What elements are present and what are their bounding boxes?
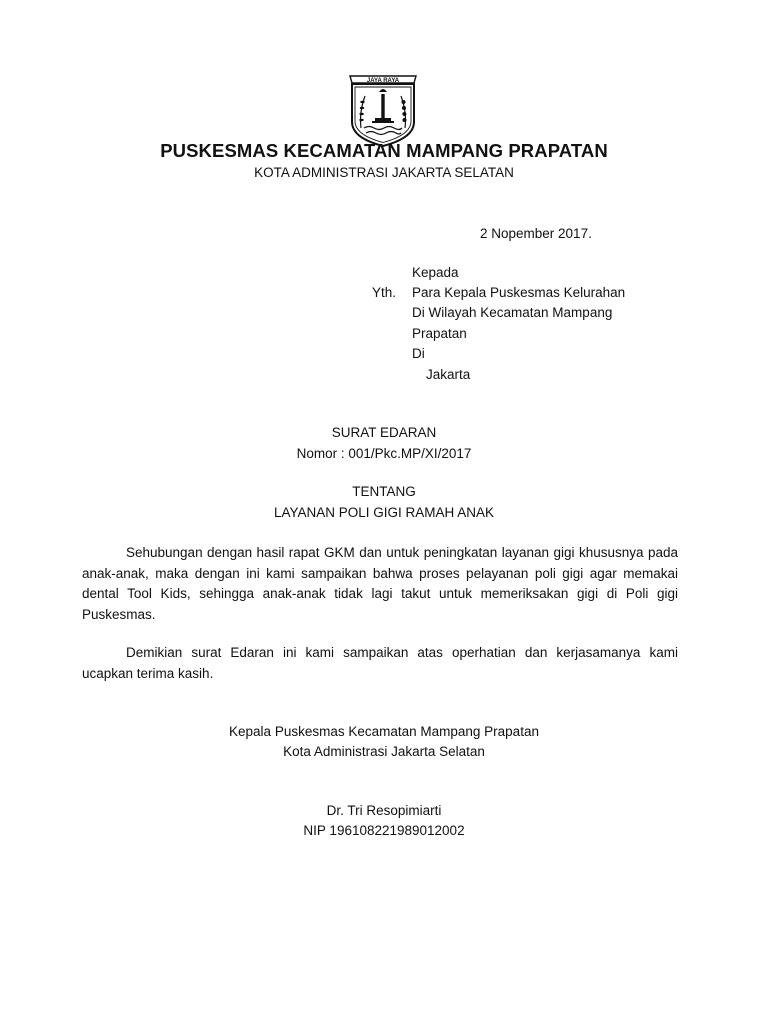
letter-date: 2 Nopember 2017. <box>480 226 592 241</box>
recipient-line: Jakarta <box>426 367 471 382</box>
signature-office: Kota Administrasi Jakarta Selatan <box>283 744 485 759</box>
body-paragraph: Demikian surat Edaran ini kami sampaikan atas operhatian dan kerjasamanya kami ucapkan terima kasih. <box>82 645 678 681</box>
recipient-yth: Yth. <box>372 285 397 300</box>
recipient-kepada: Kepada <box>412 265 459 280</box>
letter-number: Nomor : 001/Pkc.MP/XI/2017 <box>296 446 472 461</box>
page-title: PUSKESMAS KECAMATAN MAMPANG PRAPATAN <box>160 140 608 161</box>
signature-name: Dr. Tri Resopimiarti <box>326 803 442 818</box>
signature-nip: NIP 196108221989012002 <box>303 823 465 838</box>
emblem-motto: JAYA RAYA <box>366 77 400 84</box>
recipient-line: Di <box>412 346 425 361</box>
jakarta-emblem-icon <box>344 70 422 148</box>
page-subtitle: KOTA ADMINISTRASI JAKARTA SELATAN <box>254 165 514 180</box>
recipient-line: Prapatan <box>412 326 467 341</box>
recipient-line: Para Kepala Puskesmas Kelurahan <box>412 285 626 300</box>
recipient-line: Di Wilayah Kecamatan Mampang <box>412 305 613 320</box>
letter-type: SURAT EDARAN <box>331 425 437 440</box>
letter-subject: LAYANAN POLI GIGI RAMAH ANAK <box>273 505 495 520</box>
body-paragraph: Sehubungan dengan hasil rapat GKM dan untuk peningkatan layanan gigi khususnya pada anak-anak, maka dengan ini kami sampaikan bahwa proses pelayanan poli gigi agar memakai dental Tool Kids, sehingga anak-anak tidak lagi takut untuk memeriksakan gigi di Poli gigi Puskesmas. <box>82 545 678 622</box>
letter-tentang: TENTANG <box>352 484 416 499</box>
signature-position: Kepala Puskesmas Kecamatan Mampang Prapatan <box>229 724 539 739</box>
